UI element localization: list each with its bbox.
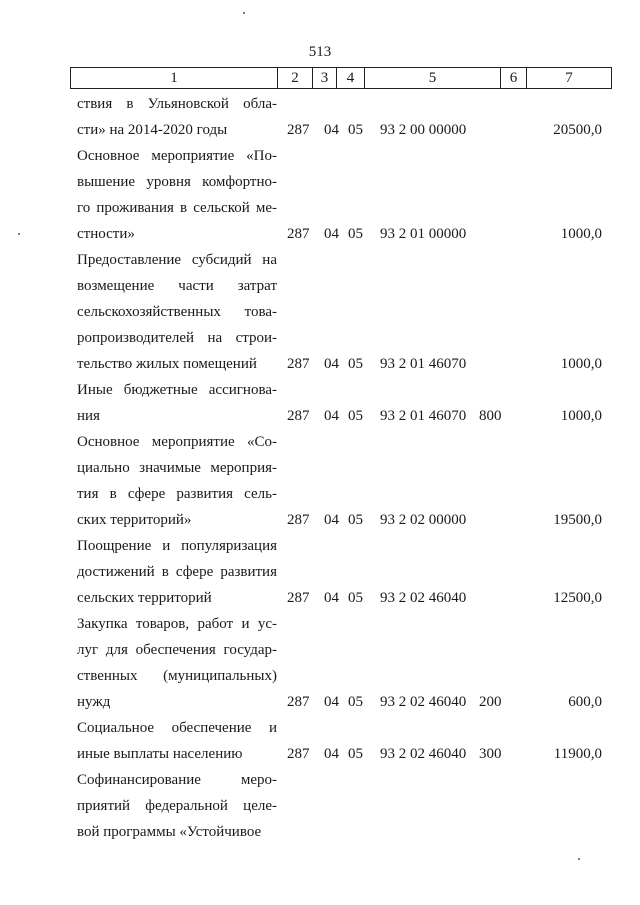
admin-code: 287	[287, 408, 310, 424]
description-line: сти» на 2014-2020 годы	[77, 122, 228, 138]
description-line: нужд	[77, 694, 111, 710]
expense-type: 800	[479, 408, 502, 424]
expense-type: 300	[479, 746, 502, 762]
row-values	[0, 585, 640, 611]
subsection-code: 05	[348, 590, 363, 606]
description-line: стности»	[77, 226, 135, 242]
amount: 12500,0	[553, 590, 602, 606]
description-line: Основное мероприятие «Со-	[77, 434, 277, 450]
description-line: ствия в Ульяновской обла-	[77, 96, 277, 112]
row-values	[0, 507, 640, 533]
column-header-table	[70, 67, 612, 89]
table-row	[0, 715, 640, 767]
expense-type: 200	[479, 694, 502, 710]
column-header-1: 1	[71, 68, 278, 89]
section-code: 04	[324, 512, 339, 528]
table-row	[0, 611, 640, 715]
description-line: ственных (муниципальных)	[77, 668, 277, 684]
description-line: го проживания в сельской ме-	[77, 200, 277, 216]
table-row	[0, 429, 640, 533]
target-article: 93 2 00 00000	[380, 122, 467, 138]
row-values	[0, 819, 640, 845]
table-row	[0, 767, 640, 845]
description-line: тия в сфере развития сель-	[77, 486, 277, 502]
column-header-5: 5	[365, 68, 501, 89]
subsection-code: 05	[348, 356, 363, 372]
table-row	[0, 533, 640, 611]
section-code: 04	[324, 746, 339, 762]
target-article: 93 2 02 46040	[380, 746, 467, 762]
table-row	[0, 377, 640, 429]
description-line: тельство жилых помещений	[77, 356, 257, 372]
row-values	[0, 351, 640, 377]
subsection-code: 05	[348, 694, 363, 710]
target-article: 93 2 01 00000	[380, 226, 467, 242]
section-code: 04	[324, 694, 339, 710]
column-header-6: 6	[501, 68, 527, 89]
subsection-code: 05	[348, 122, 363, 138]
amount: 600,0	[568, 694, 602, 710]
amount: 1000,0	[560, 408, 602, 424]
table-row	[0, 91, 640, 143]
admin-code: 287	[287, 590, 310, 606]
amount: 1000,0	[560, 356, 602, 372]
subsection-code: 05	[348, 512, 363, 528]
description-line: луг для обеспечения государ-	[77, 642, 277, 658]
description-line: ния	[77, 408, 100, 424]
target-article: 93 2 02 46040	[380, 590, 467, 606]
section-code: 04	[324, 590, 339, 606]
target-article: 93 2 02 46040	[380, 694, 467, 710]
description-line: сельскохозяйственных това-	[77, 304, 277, 320]
description-line: Софинансирование меро-	[77, 772, 277, 788]
description-line: вышение уровня комфортно-	[77, 174, 277, 190]
admin-code: 287	[287, 356, 310, 372]
section-code: 04	[324, 122, 339, 138]
target-article: 93 2 01 46070	[380, 356, 467, 372]
section-code: 04	[324, 408, 339, 424]
target-article: 93 2 02 00000	[380, 512, 467, 528]
section-code: 04	[324, 226, 339, 242]
amount: 11900,0	[553, 746, 602, 762]
description-line: Социальное обеспечение и	[77, 720, 277, 736]
page-number: 513	[308, 44, 332, 60]
amount: 19500,0	[553, 512, 602, 528]
description-line: циально значимые мероприя-	[77, 460, 277, 476]
amount: 20500,0	[553, 122, 602, 138]
description-line: Иные бюджетные ассигнова-	[77, 382, 277, 398]
table-row	[0, 143, 640, 247]
column-header-2: 2	[278, 68, 313, 89]
description-line: ских территорий»	[77, 512, 192, 528]
description-line: иные выплаты населению	[77, 746, 243, 762]
description-line: Поощрение и популяризация	[77, 538, 277, 554]
admin-code: 287	[287, 122, 310, 138]
row-values	[0, 741, 640, 767]
column-header-7: 7	[527, 68, 612, 89]
subsection-code: 05	[348, 408, 363, 424]
scan-speck	[243, 12, 245, 14]
budget-rows	[0, 91, 640, 845]
description-line: ропроизводителей на строи-	[77, 330, 277, 346]
table-row	[0, 247, 640, 377]
admin-code: 287	[287, 512, 310, 528]
admin-code: 287	[287, 694, 310, 710]
scan-speck	[18, 233, 20, 235]
row-values	[0, 403, 640, 429]
column-header-3: 3	[313, 68, 337, 89]
target-article: 93 2 01 46070	[380, 408, 467, 424]
row-values	[0, 117, 640, 143]
description-line: вой программы «Устойчивое	[77, 824, 262, 840]
subsection-code: 05	[348, 746, 363, 762]
description-line: достижений в сфере развития	[77, 564, 277, 580]
amount: 1000,0	[560, 226, 602, 242]
description-line: приятий федеральной целе-	[77, 798, 277, 814]
scan-speck	[578, 858, 580, 860]
description-line: Предоставление субсидий на	[77, 252, 277, 268]
row-values	[0, 689, 640, 715]
subsection-code: 05	[348, 226, 363, 242]
description-line: возмещение части затрат	[77, 278, 277, 294]
admin-code: 287	[287, 226, 310, 242]
admin-code: 287	[287, 746, 310, 762]
section-code: 04	[324, 356, 339, 372]
description-line: сельских территорий	[77, 590, 212, 606]
row-values	[0, 221, 640, 247]
description-line: Закупка товаров, работ и ус-	[77, 616, 277, 632]
column-header-row	[71, 68, 612, 89]
description-line: Основное мероприятие «По-	[77, 148, 277, 164]
column-header-4: 4	[337, 68, 365, 89]
